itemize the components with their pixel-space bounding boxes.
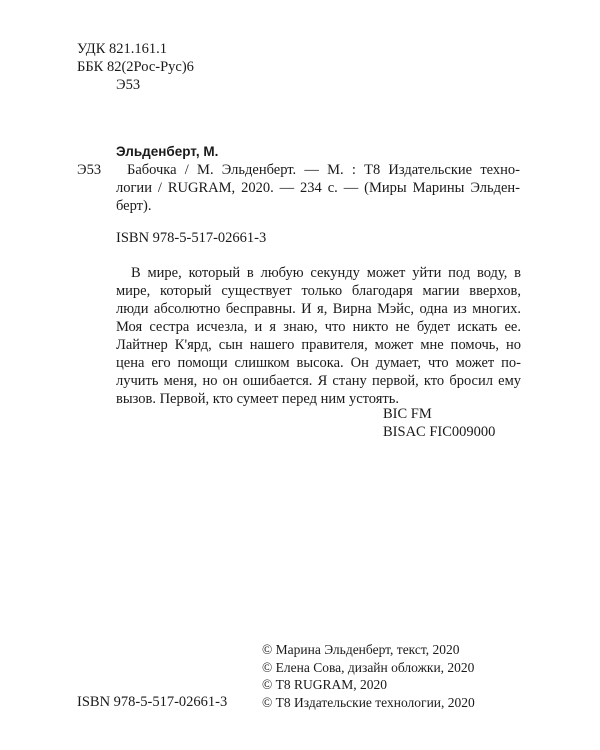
copyright-line: © Т8 Издательские технологии, 2020 [262,694,475,710]
bibliographic-description [116,161,520,215]
bic-code: BIC FM [383,406,432,422]
annotation-line: Моя сестра исчезла, и я знаю, что никто не будет искать ее. [116,319,521,335]
annotation [116,264,521,408]
author-code: Э53 [77,162,102,178]
bbk-code: ББК 82(2Рос-Рус)6 [77,59,194,75]
annotation-line: Лайтнер К'ярд, сын нашего правителя, может мне помочь, но [116,337,521,353]
copyright-notices [262,641,475,711]
annotation-line: люди абсолютно бесправны. И я, Вирна Мэйс, одна из многих. [116,301,521,317]
annotation-line: цена его помощи слишком высока. Он думает, что может по- [116,355,521,371]
author-heading: Эльденберт, М. [116,144,219,159]
annotation-line: В мире, который в любую секунду может уйти под воду, в [131,265,521,281]
author-mark: Э53 [116,77,141,93]
description-line: Бабочка / М. Эльденберт. — М. : Т8 Издательские техно- [127,162,520,178]
bisac-code: BISAC FIC009000 [383,424,496,440]
isbn: ISBN 978-5-517-02661-3 [116,230,267,246]
udk-code: УДК 821.161.1 [77,41,167,57]
copyright-line: © Марина Эльденберт, текст, 2020 [262,642,460,657]
isbn-bottom: ISBN 978-5-517-02661-3 [77,694,228,710]
copyright-line: © Т8 RUGRAM, 2020 [262,677,388,692]
annotation-line: лучить меня, но он ошибается. Я стану первой, кто бросил ему [116,373,521,389]
copyright-line: © Елена Сова, дизайн обложки, 2020 [262,659,475,675]
annotation-line: мире, который существует только благодаря магии вверхов, [116,283,521,299]
description-line: берт). [116,198,152,214]
annotation-line: вызов. Первой, кто сумеет перед ним устоять. [116,391,399,407]
description-line: логии / RUGRAM, 2020. — 234 с. — (Миры Марины Эльден- [116,180,520,196]
